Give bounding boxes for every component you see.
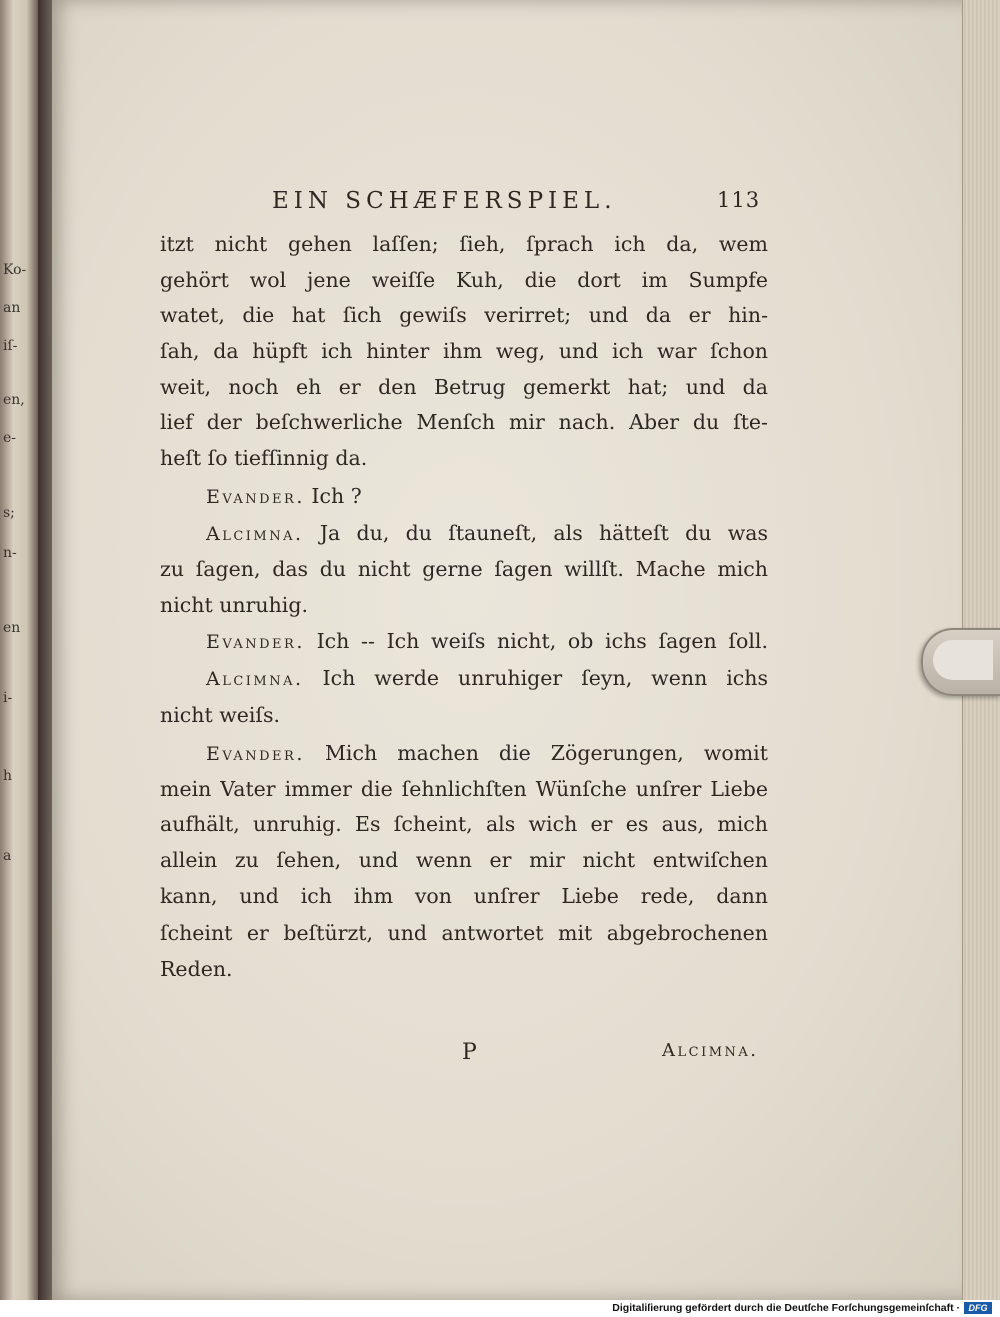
line-text: Ja du, du ſtauneſt, als hätteſt du was: [319, 521, 768, 545]
text-line: [160, 410, 768, 434]
line-text: weit, noch eh er den Betrug gemerkt hat; und da: [160, 375, 768, 399]
facing-page-text-fragments: [0, 0, 38, 1300]
speaker-name: Evander.: [206, 631, 305, 653]
speech-line: [206, 666, 768, 690]
text-line: [160, 884, 768, 908]
line-text: zu ſagen, das du nicht gerne ſagen willſt. Mache mich: [160, 557, 768, 581]
book-gutter: [38, 0, 52, 1300]
margin-fragment: en: [3, 620, 21, 636]
dfg-logo: DFG: [964, 1302, 992, 1314]
running-head: EIN SCHÆFERSPIEL.: [272, 188, 617, 214]
line-text: heſt ſo tiefſinnig da.: [160, 446, 368, 470]
funding-credit: Digitaliſierung gefördert durch die Deutſche Forſchungsgemeinſchaft ·: [612, 1302, 960, 1314]
text-line: [160, 268, 768, 292]
catchword: Alcimna.: [662, 1040, 759, 1061]
text-line: [160, 812, 768, 836]
text-line: [160, 593, 768, 617]
margin-fragment: a: [3, 848, 12, 864]
margin-fragment: n-: [3, 545, 17, 561]
speech-line: [206, 629, 768, 653]
line-text: Ich -- Ich weiſs nicht, ob ichs ſagen ſoll.: [316, 629, 768, 653]
line-text: ſcheint er beſtürzt, und antwortet mit abgebrochenen: [160, 921, 768, 945]
text-line: [160, 303, 768, 327]
margin-fragment: s;: [3, 505, 15, 521]
margin-fragment: h: [3, 768, 13, 784]
line-text: nicht weiſs.: [160, 703, 281, 727]
speech-line: [206, 741, 768, 765]
line-text: ſah, da hüpft ich hinter ihm weg, und ich war ſchon: [160, 339, 768, 363]
text-line: [160, 957, 768, 981]
signature-mark: P: [462, 1040, 477, 1065]
speech-line: [206, 484, 768, 508]
text-line: [160, 703, 768, 727]
text-line: [160, 375, 768, 399]
speaker-name: Alcimna.: [206, 668, 304, 690]
line-text: Mich machen die Zögerungen, womit: [324, 741, 768, 765]
margin-fragment: e-: [3, 430, 17, 446]
line-text: Reden.: [160, 957, 233, 981]
margin-fragment: en,: [3, 392, 25, 408]
page-number: 113: [717, 188, 761, 212]
page-clip-tab: [921, 628, 1000, 696]
line-text: allein zu ſehen, und wenn er mir nicht entwiſchen: [160, 848, 768, 872]
line-text: Ich werde unruhiger ſeyn, wenn ichs: [322, 666, 768, 690]
text-line: [160, 777, 768, 801]
speaker-name: Evander.: [206, 486, 305, 508]
text-line: [160, 446, 768, 470]
line-text: nicht unruhig.: [160, 593, 309, 617]
speaker-name: Evander.: [206, 743, 305, 765]
margin-fragment: i-: [3, 690, 13, 706]
speaker-name: Alcimna.: [206, 523, 304, 545]
margin-fragment: iſ-: [3, 338, 18, 354]
line-text: lief der beſchwerliche Menſch mir nach. Aber du ſte-: [160, 410, 768, 434]
text-line: [160, 848, 768, 872]
line-text: itzt nicht gehen laſſen; ſieh, ſprach ich da, wem: [160, 232, 768, 256]
text-line: [160, 232, 768, 256]
text-line: [160, 339, 768, 363]
line-text: aufhält, unruhig. Es ſcheint, als wich er es aus, mich: [160, 812, 768, 836]
line-text: kann, und ich ihm von unſrer Liebe rede, dann: [160, 884, 768, 908]
line-text: watet, die hat ſich gewiſs verirret; und da er hin-: [160, 303, 768, 327]
margin-fragment: an: [3, 300, 21, 316]
text-line: [160, 557, 768, 581]
margin-fragment: Ko-: [3, 262, 27, 278]
text-line: [160, 921, 768, 945]
line-text: Ich ?: [311, 484, 362, 508]
line-text: gehört wol jene weiſſe Kuh, die dort im Sumpfe: [160, 268, 768, 292]
line-text: mein Vater immer die ſehnlichſten Wünſche unſrer Liebe: [160, 777, 768, 801]
speech-line: [206, 521, 768, 545]
